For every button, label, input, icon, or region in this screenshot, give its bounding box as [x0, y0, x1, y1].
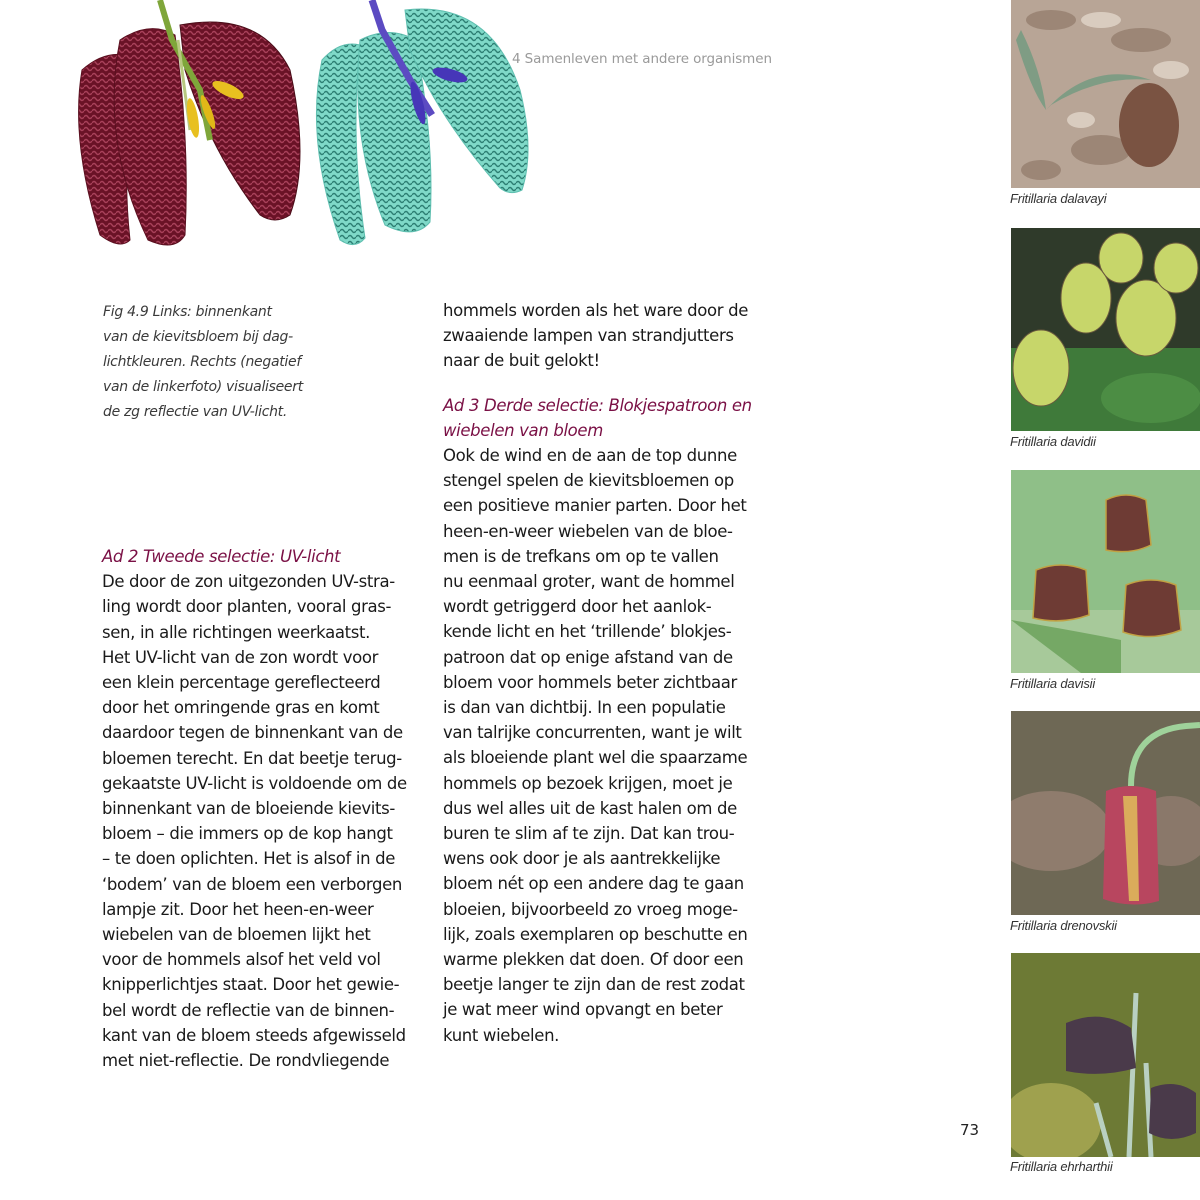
text-line: dus wel alles uit de kast halen om de [443, 798, 737, 818]
photo-caption: Fritillaria drenovskii [1010, 918, 1117, 933]
figure-svg [60, 0, 540, 260]
text-line: gekaatste UV-licht is voldoende om de [102, 773, 407, 793]
section-heading-ad3-cont: wiebelen van bloem [443, 420, 603, 440]
text-line: bloemen terecht. En dat beetje terug- [102, 748, 402, 768]
section-heading-ad2: Ad 2 Tweede selectie: UV-licht [102, 547, 341, 566]
caption-line: lichtkleuren. Rechts (negatief [103, 354, 301, 370]
text-line: De door de zon uitgezonden UV-stra- [102, 572, 395, 592]
text-line: beetje langer te zijn dan de rest zodat [443, 975, 745, 995]
text-line: lampje zit. Door het heen-en-weer [102, 899, 374, 919]
page-number: 73 [960, 1121, 980, 1139]
text-line: ling wordt door planten, vooral gras- [102, 597, 392, 617]
text-line: kant van de bloem steeds afgewisseld [102, 1025, 406, 1045]
text-line: sen, in alle richtingen weerkaatst. [102, 622, 370, 642]
photo-caption: Fritillaria dalavayi [1010, 191, 1107, 206]
photo-image [1011, 228, 1200, 431]
photo-image [1011, 953, 1200, 1157]
photo-caption: Fritillaria ehrharthii [1010, 1159, 1113, 1174]
text-line: Het UV-licht van de zon wordt voor [102, 647, 379, 667]
right-column [443, 298, 773, 1048]
text-line: van talrijke concurrenten, want je wilt [443, 723, 742, 743]
photo-fritillaria-dalavayi [1011, 0, 1200, 188]
text-line: naar de buit gelokt! [443, 351, 600, 371]
text-line: bloeien, bijvoorbeeld zo vroeg moge- [443, 899, 738, 919]
text-line: nu eenmaal groter, want de hommel [443, 572, 735, 592]
text-line: wens ook door je als aantrekkelijke [443, 849, 721, 869]
text-line: binnenkant van de bloeiende kievits- [102, 799, 396, 819]
photo-fritillaria-ehrharthii [1011, 953, 1200, 1157]
text-line: patroon dat op enige afstand van de [443, 647, 733, 667]
text-line: hommels op bezoek krijgen, moet je [443, 773, 733, 793]
text-line: met niet-reflectie. De rondvliegende [102, 1051, 390, 1071]
text-line: buren te slim af te zijn. Dat kan trou- [443, 824, 735, 844]
caption-line: Fig 4.9 Links: binnenkant [103, 304, 272, 320]
photo-fritillaria-drenovskii [1011, 711, 1200, 915]
text-line: wordt getriggerd door het aanlok- [443, 597, 712, 617]
caption-line: van de kievitsbloem bij dag- [103, 329, 293, 345]
text-line: bel wordt de reflectie van de binnen- [102, 1000, 395, 1020]
text-line: heen-en-weer wiebelen van de bloe- [443, 521, 733, 541]
text-line: men is de trefkans om op te vallen [443, 546, 719, 566]
caption-line: de zg reflectie van UV-licht. [103, 404, 288, 420]
text-line: bloem – die immers op de kop hangt [102, 824, 393, 844]
text-line: ‘bodem’ van de bloem een verborgen [102, 874, 403, 894]
figure-4-9-images [60, 0, 540, 260]
text-line: kunt wiebelen. [443, 1025, 560, 1045]
photo-image [1011, 0, 1200, 188]
text-line: je wat meer wind opvangt en beter [443, 1000, 723, 1020]
text-line: als bloeiende plant wel die spaarzame [443, 748, 748, 768]
text-line: lijk, zoals exemplaren op beschutte en [443, 924, 748, 944]
flower-daylight-image [79, 0, 300, 245]
photo-fritillaria-davidii [1011, 228, 1200, 431]
section-heading-ad3: Ad 3 Derde selectie: Blokjespatroon en [443, 395, 752, 415]
text-line: wiebelen van de bloemen lijkt het [102, 925, 371, 945]
text-line: stengel spelen de kievitsbloemen op [443, 471, 734, 491]
text-line: hommels worden als het ware door de [443, 301, 749, 320]
text-line: een positieve manier parten. Door het [443, 496, 747, 516]
right-column-body [443, 443, 773, 1048]
text-line: bloem voor hommels beter zichtbaar [443, 672, 737, 692]
flower-negative-image [316, 0, 528, 245]
photo-caption: Fritillaria davidii [1010, 434, 1096, 449]
text-line: kende licht en het ‘trillende’ blokjes- [443, 622, 732, 642]
photo-fritillaria-davisii [1011, 470, 1200, 673]
text-line: Ook de wind en de aan de top dunne [443, 446, 737, 466]
text-line: een klein percentage gereflecteerd [102, 673, 381, 693]
photo-caption: Fritillaria davisii [1010, 676, 1096, 691]
text-line: voor de hommels alsof het veld vol [102, 950, 381, 970]
text-line: door het omringende gras en komt [102, 698, 380, 718]
caption-line: van de linkerfoto) visualiseert [103, 379, 303, 395]
running-head: 4 Samenleven met andere organismen [512, 51, 772, 67]
photo-image [1011, 711, 1200, 915]
right-column-intro [443, 298, 773, 374]
figure-caption [103, 300, 333, 425]
photo-image [1011, 470, 1200, 673]
text-line: is dan van dichtbij. In een populatie [443, 698, 726, 718]
text-line: zwaaiende lampen van strandjutters [443, 326, 734, 346]
left-column [102, 544, 432, 1073]
text-line: knipperlichtjes staat. Door het gewie- [102, 975, 400, 995]
text-line: bloem nét op een andere dag te gaan [443, 874, 744, 894]
text-line: – te doen oplichten. Het is alsof in de [102, 849, 396, 869]
left-column-body [102, 569, 432, 1073]
text-line: warme plekken dat doen. Of door een [443, 950, 744, 970]
text-line: daardoor tegen de binnenkant van de [102, 723, 403, 743]
